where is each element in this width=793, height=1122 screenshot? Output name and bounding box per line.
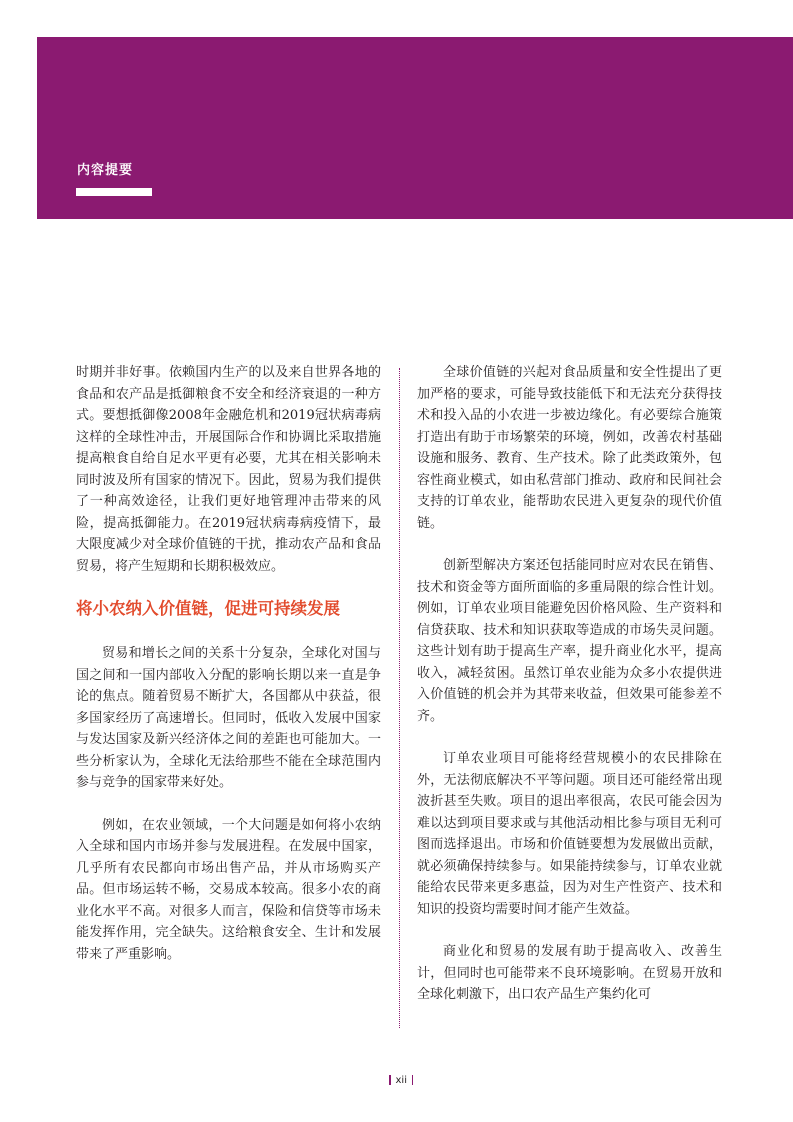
body-paragraph: 订单农业项目可能将经营规模小的农民排除在外，无法彻底解决不平等问题。项目还可能经常出现波折甚至失败。项目的退出率很高，农民可能会因为难以达到项目要求或与其他活动相比参与项目无利可图而选择退出。市场和价值链要想为发展做出贡献，就必须确保持续参与。如果能持续参与，订单农业就能给农民带来更多惠益，因为对生产性资产、技术和知识的投资均需要时间才能产生效益。	[417, 751, 722, 917]
page-number-right-rule	[412, 1075, 414, 1085]
left-column	[76, 362, 381, 986]
intro-paragraph: 时期并非好事。依赖国内生产的以及来自世界各地的食品和农产品是抵御粮食不安全和经济衰退的一种方式。要想抵御像2008年金融危机和2019冠状病毒病这样的全球性冲击，开展国际合作和协调比采取措施提高粮食自给自足水平更有必要，尤其在相关影响未同时波及所有国家的情况下。因此，贸易为我们提供了一种高效途径，让我们更好地管理冲击带来的风险，提高抵御能力。在2019冠状病毒病疫情下，最大限度减少对全球价值链的干扰，推动农产品和食品贸易，将产生短期和长期积极效应。	[76, 365, 381, 574]
header-banner	[37, 37, 793, 219]
section-heading: 将小农纳入价值链，促进可持续发展	[76, 599, 340, 618]
body-paragraph: 创新型解决方案还包括能同时应对农民在销售、技术和资金等方面所面临的多重局限的综合性计划。例如，订单农业项目能避免因价格风险、生产资料和信贷获取、技术和知识获取等造成的市场失灵问题。这些计划有助于提高生产率，提升商业化水平，提高收入，减轻贫困。虽然订单农业能为众多小农提供进入价值链的机会并为其带来收益，但效果可能参差不齐。	[417, 558, 722, 724]
right-column	[417, 362, 722, 1027]
banner-underline-bar	[76, 188, 152, 196]
column-divider	[399, 368, 400, 1028]
page-number-text: xii	[395, 1075, 407, 1086]
page-number	[384, 1075, 418, 1086]
page-number-left-rule	[389, 1075, 391, 1085]
body-paragraph: 商业化和贸易的发展有助于提高收入、改善生计，但同时也可能带来不良环境影响。在贸易开放和全球化刺激下，出口农产品生产集约化可	[417, 944, 722, 1002]
body-paragraph: 贸易和增长之间的关系十分复杂，全球化对国与国之间和一国内部收入分配的影响长期以来一直是争论的焦点。随着贸易不断扩大，各国都从中获益，很多国家经历了高速增长。但同时，低收入发展中国家与发达国家及新兴经济体之间的差距也可能加大。一些分析家认为，全球化无法给那些不能在全球范围内参与竞争的国家带来好处。	[76, 646, 381, 790]
body-paragraph: 全球价值链的兴起对食品质量和安全性提出了更加严格的要求，可能导致技能低下和无法充分获得技术和投入品的小农进一步被边缘化。有必要综合施策打造出有助于市场繁荣的环境，例如，改善农村基础设施和服务、教育、生产技术。除了此类政策外，包容性商业模式，如由私营部门推动、政府和民间社会支持的订单农业，能帮助农民进入更复杂的现代价值链。	[417, 365, 722, 531]
section-label: 内容提要	[77, 163, 134, 178]
body-paragraph: 例如，在农业领域，一个大问题是如何将小农纳入全球和国内市场并参与发展进程。在发展中国家，几乎所有农民都向市场出售产品，并从市场购买产品。但市场运转不畅，交易成本较高。很多小农的商业化水平不高。对很多人而言，保险和信贷等市场未能发挥作用，完全缺失。这给粮食安全、生计和发展带来了严重影响。	[76, 817, 381, 962]
